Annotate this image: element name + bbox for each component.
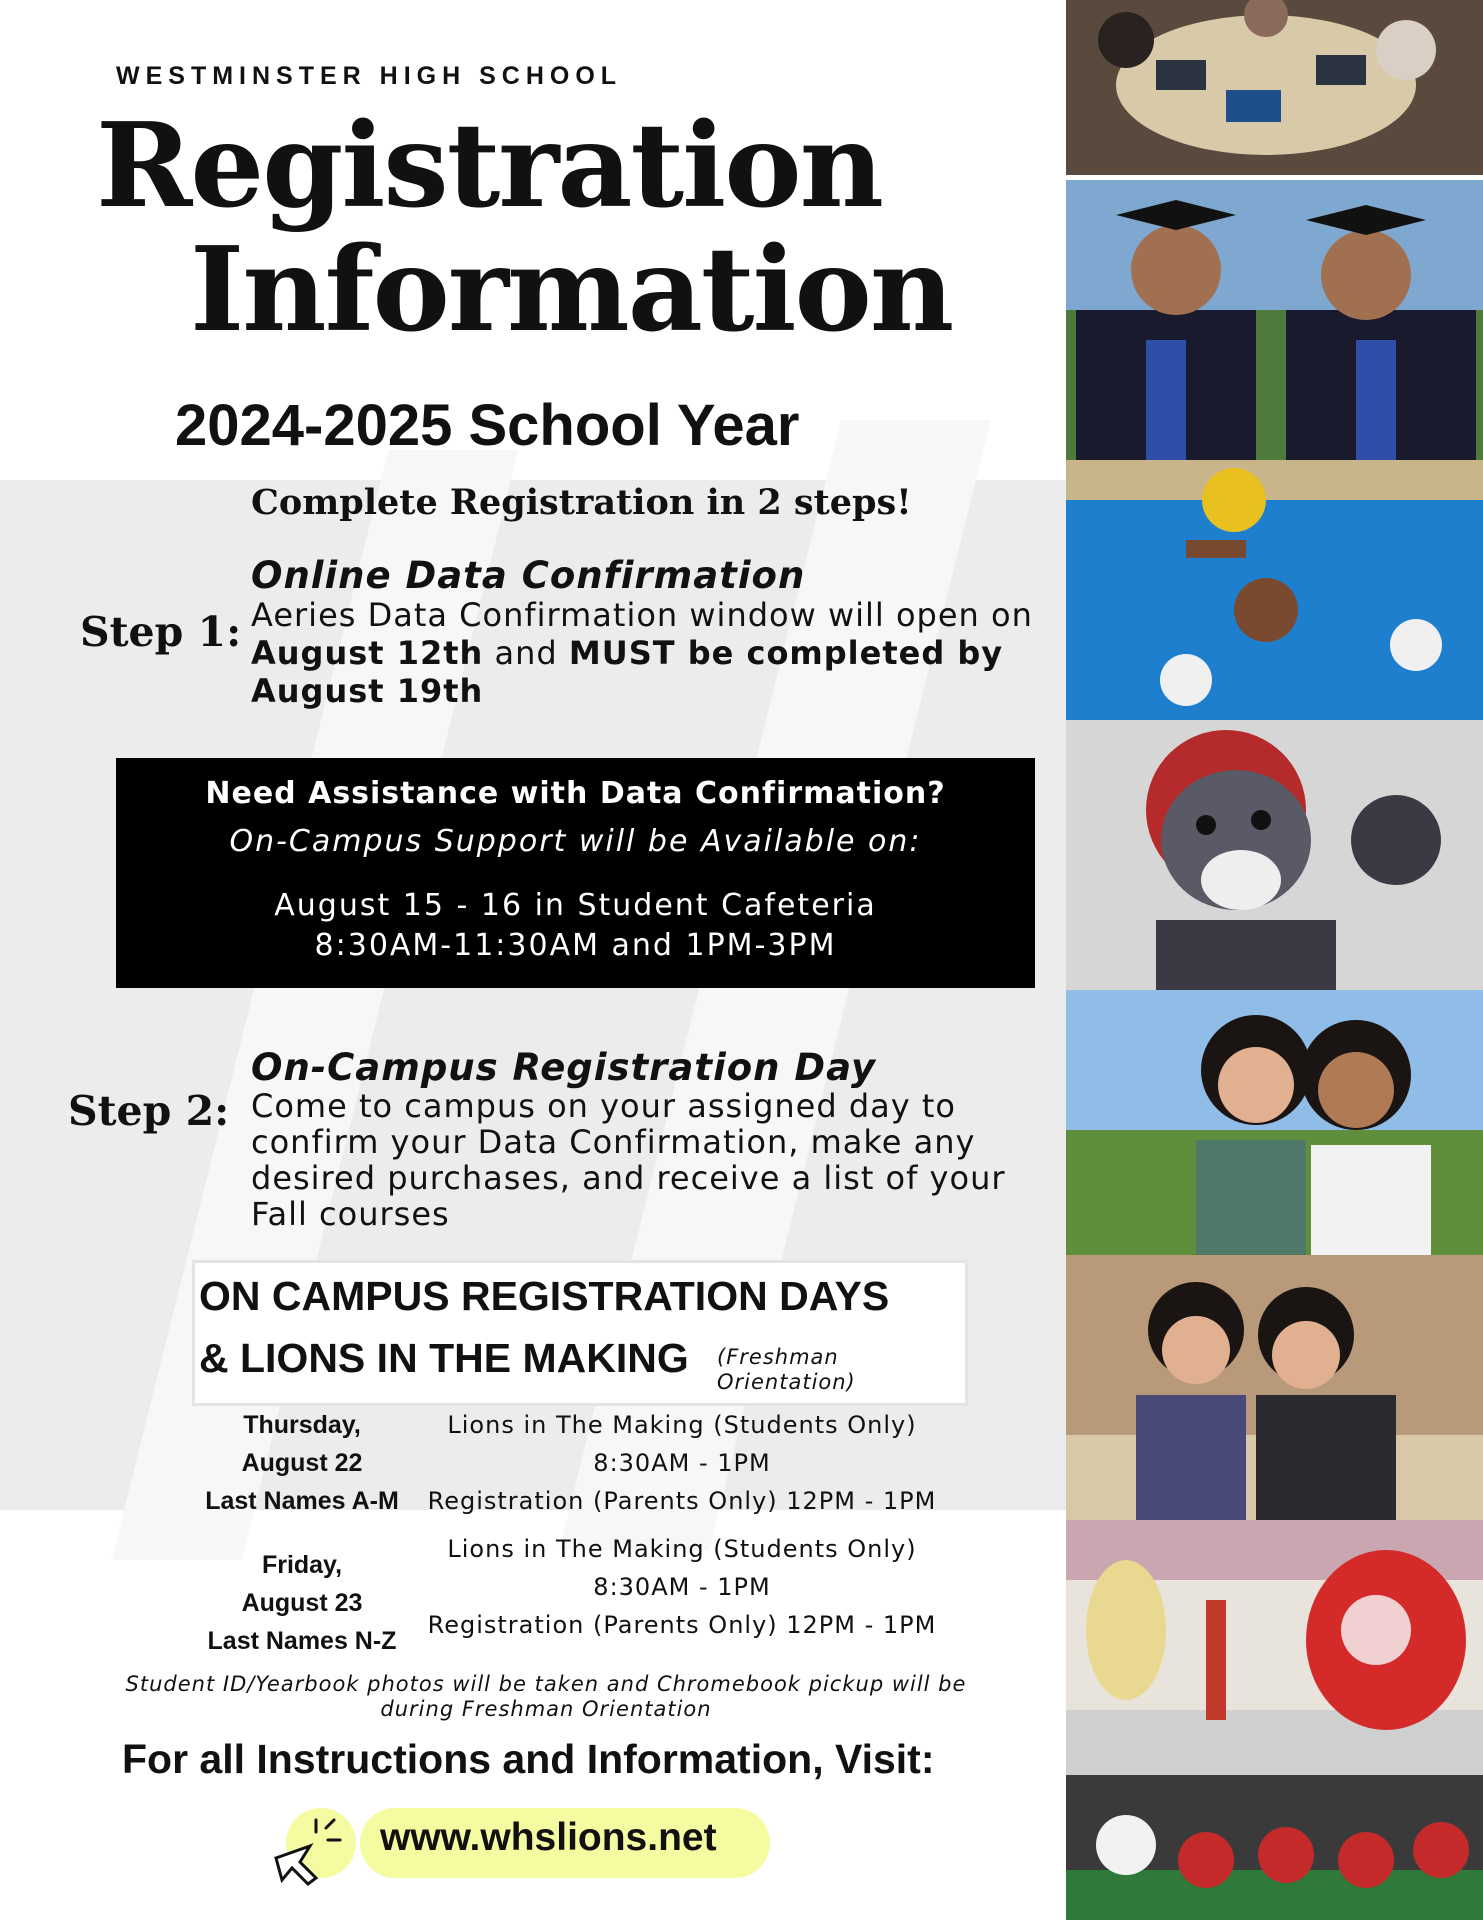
- schedule-events: [412, 1530, 952, 1644]
- photo-lion-dance: [1066, 1520, 1483, 1775]
- freshman-orientation-note: (Freshman Orientation): [717, 1345, 856, 1394]
- photo-football: [1066, 1775, 1483, 1920]
- step-1-text-and: and: [483, 634, 569, 672]
- registration-days-header: [192, 1260, 968, 1406]
- step-1-label: Step 1:: [80, 608, 242, 656]
- open-date: August 12th: [251, 634, 484, 672]
- day-last-names: Last Names A-M: [205, 1487, 399, 1515]
- assistance-box: [116, 758, 1035, 988]
- photo-graduates: [1066, 180, 1483, 470]
- deadline: MUST be completed by August 19th: [251, 634, 1004, 710]
- photo-science-lab: [1066, 1255, 1483, 1520]
- photo-water-polo: [1066, 460, 1483, 720]
- assistance-dates: August 15 - 16 in Student Cafeteria: [274, 888, 877, 923]
- day-date: August 22: [241, 1449, 363, 1477]
- event-time: 8:30AM - 1PM: [593, 1573, 771, 1601]
- event-lions: Lions in The Making (Students Only): [447, 1535, 917, 1563]
- schedule-day: [192, 1546, 412, 1660]
- step-2-label: Step 2:: [68, 1087, 230, 1135]
- lions-in-the-making-title: & LIONS IN THE MAKING: [199, 1335, 689, 1381]
- day-date: August 23: [241, 1589, 363, 1617]
- website-link[interactable]: www.whslions.net: [380, 1816, 717, 1859]
- schedule-day: [192, 1406, 412, 1520]
- photo-strip: [1066, 0, 1483, 1920]
- photo-lion-mascot: [1066, 720, 1483, 990]
- event-registration: Registration (Parents Only) 12PM - 1PM: [427, 1611, 937, 1639]
- school-name: WESTMINSTER HIGH SCHOOL: [116, 62, 623, 90]
- school-year: 2024-2025 School Year: [175, 393, 800, 458]
- photo-note: Student ID/Yearbook photos will be taken and Chromebook pickup will be during Freshman Orientation: [125, 1672, 967, 1721]
- day-last-names: Last Names N-Z: [207, 1627, 397, 1655]
- event-registration: Registration (Parents Only) 12PM - 1PM: [427, 1487, 937, 1515]
- event-time: 8:30AM - 1PM: [593, 1449, 771, 1477]
- assistance-hours: 8:30AM-11:30AM and 1PM-3PM: [314, 928, 837, 963]
- visit-text: For all Instructions and Information, Visit:: [122, 1736, 935, 1782]
- day-name: Thursday,: [243, 1411, 361, 1439]
- day-name: Friday,: [261, 1551, 343, 1579]
- photo-two-students: [1066, 990, 1483, 1260]
- step-2-heading: On-Campus Registration Day: [251, 1046, 877, 1089]
- title-line-2: Information: [190, 222, 953, 358]
- schedule-events: [412, 1406, 952, 1520]
- registration-schedule: [192, 1400, 962, 1655]
- event-lions: Lions in The Making (Students Only): [447, 1411, 917, 1439]
- cursor-click-icon: [262, 1816, 352, 1900]
- tagline: Complete Registration in 2 steps!: [251, 482, 912, 523]
- assistance-title: Need Assistance with Data Confirmation?: [205, 776, 946, 811]
- step-2-body: Come to campus on your assigned day to confirm your Data Confirmation, make any desired purchases, and receive a list of your Fall courses: [251, 1087, 1006, 1233]
- step-1-body: [251, 596, 1051, 710]
- registration-days-title: ON CAMPUS REGISTRATION DAYS: [199, 1273, 890, 1319]
- photo-students-laptops: [1066, 0, 1483, 175]
- assistance-subtitle: On-Campus Support will be Available on:: [229, 824, 922, 859]
- title-line-1: Registration: [96, 98, 882, 234]
- step-1-heading: Online Data Confirmation: [251, 554, 806, 597]
- step-1-text: Aeries Data Confirmation window will open on: [251, 596, 1033, 634]
